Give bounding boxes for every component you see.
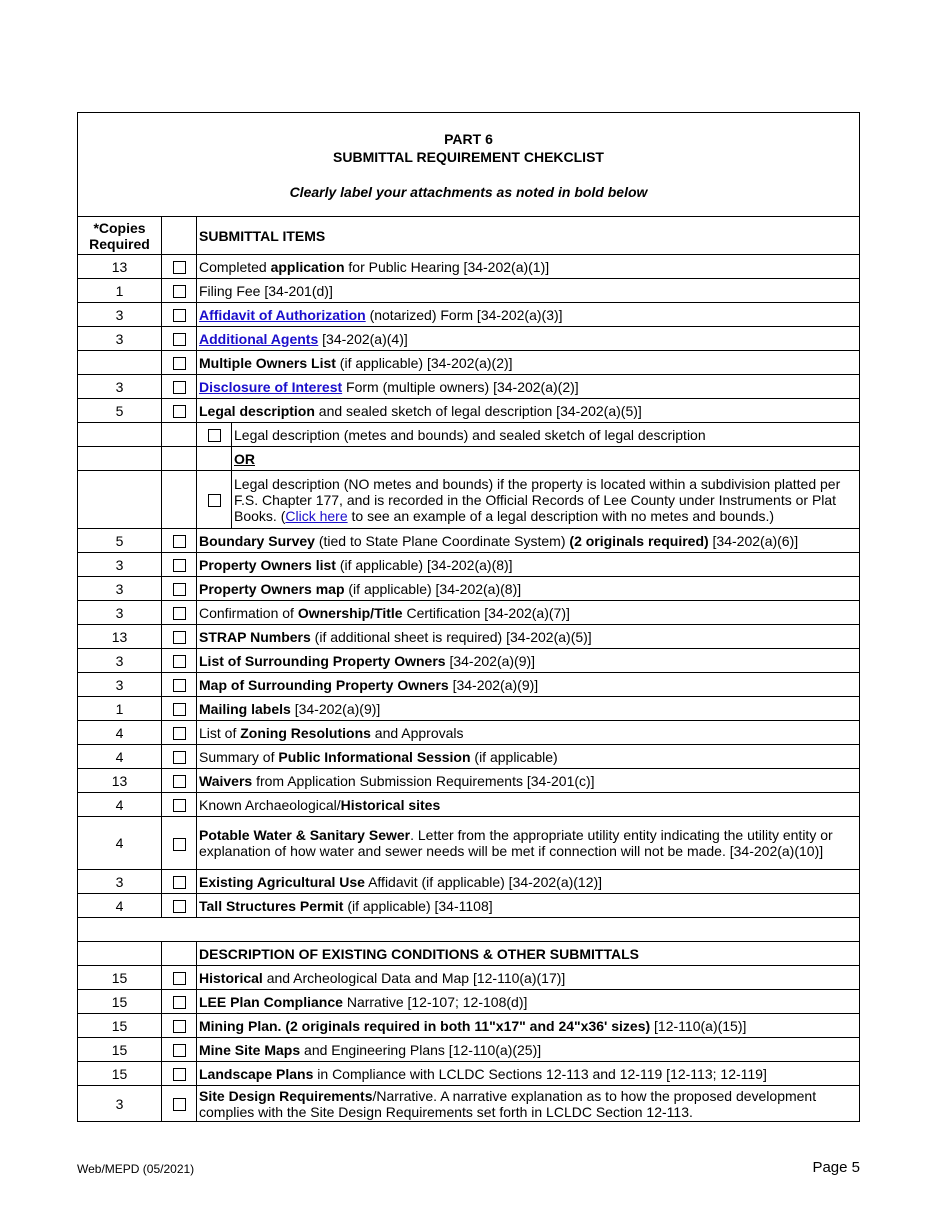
copies-count: 3 <box>78 673 162 697</box>
checkbox-cell <box>162 327 197 351</box>
submittal-item <box>197 870 860 894</box>
submittal-item <box>197 601 860 625</box>
checkbox-cell <box>162 817 197 870</box>
checklist-row <box>78 375 860 399</box>
item-text: Known Archaeological/ <box>199 796 341 813</box>
legal-sub-inner-row <box>197 423 859 446</box>
copies-count <box>78 351 162 375</box>
empty-copies <box>78 942 162 966</box>
item-bold-label: Legal description <box>199 402 315 419</box>
item-text: /Narrative. A narrative explanation as to how the proposed development complies with the Site Design Requirements set forth in LCLDC Section 12-113. <box>199 1087 817 1120</box>
checkbox[interactable] <box>173 775 186 788</box>
copies-count: 13 <box>78 625 162 649</box>
copies-count: 3 <box>78 327 162 351</box>
checkbox[interactable] <box>173 357 186 370</box>
submittal-item <box>197 399 860 423</box>
empty-copies <box>78 471 162 529</box>
item-bold-label: Property Owners map <box>199 580 345 597</box>
checkbox-cell <box>162 553 197 577</box>
item-bold-label: Mailing labels <box>199 700 291 717</box>
checklist-row <box>78 1014 860 1038</box>
copies-count: 1 <box>78 697 162 721</box>
copies-count: 3 <box>78 870 162 894</box>
copies-count: 13 <box>78 255 162 279</box>
item-bold-label: Site Design Requirements <box>199 1087 373 1104</box>
checkbox[interactable] <box>173 1068 186 1081</box>
item-bold-label: List of Surrounding Property Owners <box>199 652 446 669</box>
submittal-table <box>77 216 860 1122</box>
item-text: . Letter from the appropriate utility entity indicating the utility entity or explanation of how water and sewer needs will be met if connection will not be made. [34-202(a)(10)] <box>199 827 833 859</box>
item-text: [34-202(a)(4)] <box>318 330 408 347</box>
checklist-row <box>78 399 860 423</box>
item-text: (if additional sheet is required) [34-202(a)(5)] <box>310 628 592 645</box>
submittal-item <box>197 673 860 697</box>
item-text: [34-202(a)(9)] <box>445 652 536 669</box>
checkbox-cell <box>162 990 197 1014</box>
legal-sub-row <box>78 447 860 471</box>
submittal-item <box>197 553 860 577</box>
item-text: Confirmation of <box>199 604 298 621</box>
checkbox-cell <box>162 351 197 375</box>
submittal-item <box>197 1014 860 1038</box>
checkbox[interactable] <box>173 972 186 985</box>
checkbox-cell <box>162 769 197 793</box>
item-text: (if applicable) [34-1108] <box>343 897 493 914</box>
checkbox[interactable] <box>173 727 186 740</box>
submittal-item <box>197 721 860 745</box>
checkbox-cell <box>162 870 197 894</box>
legal-option-2: Legal description (NO metes and bounds) if the property is located within a subdivision platted per F.S. Chapter 177, and is recorded in the Official Records of Lee County under Instruments or Plat Books. ( <box>234 475 841 524</box>
empty-checkbox-cell <box>162 423 197 447</box>
checkbox-cell <box>162 1086 197 1122</box>
checkbox-cell <box>162 966 197 990</box>
checkbox[interactable] <box>208 429 221 442</box>
copies-count: 4 <box>78 745 162 769</box>
empty-checkbox-cell <box>162 471 197 529</box>
checklist-row <box>78 649 860 673</box>
sub-checkbox-cell <box>197 471 232 528</box>
checklist-row <box>78 1038 860 1062</box>
legal-option-1: Legal description (metes and bounds) and sealed sketch of legal description <box>234 426 706 443</box>
part-label: PART 6 <box>444 131 493 147</box>
copies-column-header <box>78 217 162 255</box>
copies-count: 3 <box>78 553 162 577</box>
checklist-row <box>78 769 860 793</box>
checkbox-cell <box>162 793 197 817</box>
submittal-item <box>197 255 860 279</box>
checkbox-cell <box>162 1062 197 1086</box>
spacer-row <box>78 918 860 942</box>
checkbox[interactable] <box>208 494 221 507</box>
submittal-item <box>197 649 860 673</box>
submittal-item <box>197 351 860 375</box>
checklist-title: SUBMITTAL REQUIREMENT CHEKCLIST <box>333 149 604 165</box>
section-title: DESCRIPTION OF EXISTING CONDITIONS & OTHER SUBMITTALS <box>197 942 860 966</box>
submittal-item <box>197 529 860 553</box>
checkbox[interactable] <box>173 799 186 812</box>
checklist-row <box>78 697 860 721</box>
submittal-item <box>197 769 860 793</box>
checklist-row <box>78 601 860 625</box>
item-bold-label: Boundary Survey <box>199 532 315 549</box>
sub-checkbox-cell <box>197 423 232 446</box>
item-bold-label: Landscape Plans <box>199 1065 314 1082</box>
checklist-row <box>78 577 860 601</box>
legal-sub-inner-row <box>197 447 859 470</box>
legal-sub-cell <box>197 423 860 447</box>
item-text: and Archeological Data and Map [12-110(a)(17)] <box>262 969 566 986</box>
item-text: Form (multiple owners) [34-202(a)(2)] <box>342 378 579 395</box>
sub-text-cell <box>232 471 860 528</box>
item-text: (notarized) Form [34-202(a)(3)] <box>365 306 563 323</box>
legal-sub-table <box>197 471 859 528</box>
item-bold-label: Ownership/Title <box>297 604 403 621</box>
checkbox[interactable] <box>173 900 186 913</box>
item-text: Summary of <box>199 748 279 765</box>
checklist-row <box>78 966 860 990</box>
legal-sub-inner-row <box>197 471 859 528</box>
checklist-row <box>78 894 860 918</box>
checkbox[interactable] <box>173 583 186 596</box>
sub-text-cell <box>232 447 860 470</box>
submittal-item <box>197 279 860 303</box>
checklist-row <box>78 625 860 649</box>
copies-count: 5 <box>78 399 162 423</box>
checklist-row <box>78 553 860 577</box>
checkbox-cell <box>162 375 197 399</box>
checkbox[interactable] <box>173 838 186 851</box>
item-text: and Approvals <box>370 724 464 741</box>
item-text: Narrative [12-107; 12-108(d)] <box>342 993 528 1010</box>
item-text: and Engineering Plans [12-110(a)(25)] <box>300 1041 542 1058</box>
submittal-item <box>197 697 860 721</box>
copies-header-line1: *Copies <box>93 219 146 236</box>
copies-count: 13 <box>78 769 162 793</box>
item-bold-label: Zoning Resolutions <box>240 724 371 741</box>
empty-copies <box>78 423 162 447</box>
copies-count: 4 <box>78 793 162 817</box>
submittal-item <box>197 375 860 399</box>
checkbox[interactable] <box>173 261 186 274</box>
copies-count: 3 <box>78 1086 162 1122</box>
checkbox[interactable] <box>173 535 186 548</box>
checkbox-cell <box>162 399 197 423</box>
or-label: OR <box>234 450 255 467</box>
sub-text-cell <box>232 423 860 446</box>
submittal-item <box>197 303 860 327</box>
item-text: and sealed sketch of legal description [34-202(a)(5)] <box>314 402 642 419</box>
item-bold-label: Historical <box>199 969 263 986</box>
checkbox-cell <box>162 601 197 625</box>
copies-count: 4 <box>78 817 162 870</box>
item-bold-label: Mining Plan. (2 originals required in both 11"x17" and 24"x36' sizes) <box>199 1017 651 1034</box>
submittal-item <box>197 625 860 649</box>
form-link[interactable]: Additional Agents <box>199 330 319 347</box>
click-here-link[interactable]: Click here <box>285 507 348 524</box>
item-bold-label: application <box>270 258 345 275</box>
submittal-item <box>197 577 860 601</box>
checkbox[interactable] <box>173 679 186 692</box>
legal-sub-table <box>197 447 859 470</box>
checkbox-cell <box>162 625 197 649</box>
copies-count: 15 <box>78 1014 162 1038</box>
spacer-cell <box>78 918 860 942</box>
checkbox[interactable] <box>173 655 186 668</box>
checklist-row <box>78 303 860 327</box>
checkbox-cell <box>162 1038 197 1062</box>
empty-checkbox-cell <box>162 942 197 966</box>
checkbox[interactable] <box>173 1044 186 1057</box>
checklist-row <box>78 673 860 697</box>
empty-checkbox-cell <box>162 447 197 471</box>
checklist-row <box>78 870 860 894</box>
footer-form-code: Web/MEPD (05/2021) <box>77 1162 195 1176</box>
legal-sub-row <box>78 423 860 447</box>
checkbox[interactable] <box>173 559 186 572</box>
item-text: List of <box>199 724 241 741</box>
copies-count: 1 <box>78 279 162 303</box>
copies-count: 15 <box>78 990 162 1014</box>
submittal-item <box>197 1062 860 1086</box>
checkbox[interactable] <box>173 1020 186 1033</box>
item-text: (tied to State Plane Coordinate System) <box>314 532 570 549</box>
item-text: in Compliance with LCLDC Sections 12-113 and 12-119 [12-113; 12-119] <box>313 1065 767 1082</box>
item-text: (if applicable) [34-202(a)(8)] <box>335 556 513 573</box>
legal-sub-table <box>197 423 859 446</box>
copies-header-line2: Required <box>89 235 150 252</box>
submittal-item <box>197 327 860 351</box>
checklist-row <box>78 529 860 553</box>
checklist-row <box>78 721 860 745</box>
item-bold-label: Waivers <box>199 772 253 789</box>
checkbox[interactable] <box>173 703 186 716</box>
empty-copies <box>78 447 162 471</box>
items-column-header: SUBMITTAL ITEMS <box>197 217 860 255</box>
checkbox[interactable] <box>173 996 186 1009</box>
submittal-item <box>197 817 860 870</box>
page-number: Page 5 <box>812 1159 860 1176</box>
checkbox[interactable] <box>173 1098 186 1111</box>
checkbox[interactable] <box>173 876 186 889</box>
item-bold-label: Mine Site Maps <box>199 1041 301 1058</box>
form-link[interactable]: Affidavit of Authorization <box>199 306 366 323</box>
submittal-item <box>197 745 860 769</box>
item-bold-label: LEE Plan Compliance <box>199 993 343 1010</box>
checkbox-cell <box>162 529 197 553</box>
checkbox[interactable] <box>173 285 186 298</box>
checkbox[interactable] <box>173 751 186 764</box>
checklist-row <box>78 817 860 870</box>
checklist-row <box>78 1086 860 1122</box>
column-header-row <box>78 217 860 255</box>
item-bold-label: (2 originals required) <box>569 532 709 549</box>
checkbox[interactable] <box>173 405 186 418</box>
copies-count: 3 <box>78 375 162 399</box>
item-bold-label: STRAP Numbers <box>199 628 311 645</box>
form-link[interactable]: Disclosure of Interest <box>199 378 343 395</box>
sub-checkbox-cell <box>197 447 232 470</box>
item-text: [34-202(a)(9)] <box>448 676 539 693</box>
checkbox-cell <box>162 279 197 303</box>
checkbox-cell <box>162 303 197 327</box>
item-text: [34-202(a)(9)] <box>290 700 381 717</box>
item-bold-label: Potable Water & Sanitary Sewer <box>199 827 411 843</box>
submittal-item <box>197 894 860 918</box>
item-bold-label: Historical sites <box>340 796 441 813</box>
checkbox-column-header <box>162 217 197 255</box>
item-bold-label: Property Owners list <box>199 556 336 573</box>
item-text: (if applicable) [34-202(a)(2)] <box>335 354 513 371</box>
checkbox[interactable] <box>173 309 186 322</box>
checkbox-cell <box>162 673 197 697</box>
legal-sub-row <box>78 471 860 529</box>
legal-sub-cell <box>197 471 860 529</box>
submittal-item <box>197 1038 860 1062</box>
item-text: for Public Hearing [34-202(a)(1)] <box>344 258 550 275</box>
item-text: Filing Fee [34-201(d)] <box>199 282 333 299</box>
item-text: Certification [34-202(a)(7)] <box>402 604 570 621</box>
submittal-item <box>197 966 860 990</box>
item-bold-label: Existing Agricultural Use <box>199 873 365 890</box>
checkbox-cell <box>162 697 197 721</box>
item-bold-label: Map of Surrounding Property Owners <box>199 676 449 693</box>
copies-count: 3 <box>78 577 162 601</box>
checkbox-cell <box>162 255 197 279</box>
checklist-header <box>77 112 860 216</box>
item-text: [12-110(a)(15)] <box>650 1017 747 1034</box>
copies-count: 15 <box>78 1062 162 1086</box>
checkbox-cell <box>162 721 197 745</box>
checklist-row <box>78 279 860 303</box>
checkbox[interactable] <box>173 381 186 394</box>
item-text: (if applicable) [34-202(a)(8)] <box>344 580 522 597</box>
copies-count: 4 <box>78 894 162 918</box>
checklist-sheet <box>77 112 860 1122</box>
copies-count: 3 <box>78 601 162 625</box>
submittal-item <box>197 1086 860 1122</box>
submittal-item <box>197 793 860 817</box>
checklist-row <box>78 745 860 769</box>
checkbox[interactable] <box>173 333 186 346</box>
submittal-item <box>197 990 860 1014</box>
checkbox-cell <box>162 745 197 769</box>
section-header-row <box>78 942 860 966</box>
item-text: Affidavit (if applicable) [34-202(a)(12)] <box>364 873 603 890</box>
item-bold-label: Tall Structures Permit <box>199 897 344 914</box>
checklist-row <box>78 990 860 1014</box>
checklist-row <box>78 351 860 375</box>
checkbox-cell <box>162 649 197 673</box>
copies-count: 3 <box>78 649 162 673</box>
legal-sub-cell <box>197 447 860 471</box>
checklist-row <box>78 327 860 351</box>
item-bold-label: Public Informational Session <box>278 748 471 765</box>
checkbox-cell <box>162 1014 197 1038</box>
label-instruction: Clearly label your attachments as noted in bold below <box>289 184 648 200</box>
copies-count: 3 <box>78 303 162 327</box>
copies-count: 15 <box>78 1038 162 1062</box>
checkbox[interactable] <box>173 607 186 620</box>
item-text: from Application Submission Requirements [34-201(c)] <box>252 772 595 789</box>
checklist-row <box>78 793 860 817</box>
legal-option-2-end: to see an example of a legal description with no metes and bounds.) <box>347 507 775 524</box>
checkbox-cell <box>162 577 197 601</box>
item-text: [34-202(a)(6)] <box>708 532 799 549</box>
checkbox-cell <box>162 894 197 918</box>
checkbox[interactable] <box>173 631 186 644</box>
copies-count: 4 <box>78 721 162 745</box>
item-text: (if applicable) <box>470 748 558 765</box>
checklist-row <box>78 255 860 279</box>
checklist-row <box>78 1062 860 1086</box>
item-text: Completed <box>199 258 271 275</box>
item-bold-label: Multiple Owners List <box>199 354 336 371</box>
copies-count: 15 <box>78 966 162 990</box>
copies-count: 5 <box>78 529 162 553</box>
